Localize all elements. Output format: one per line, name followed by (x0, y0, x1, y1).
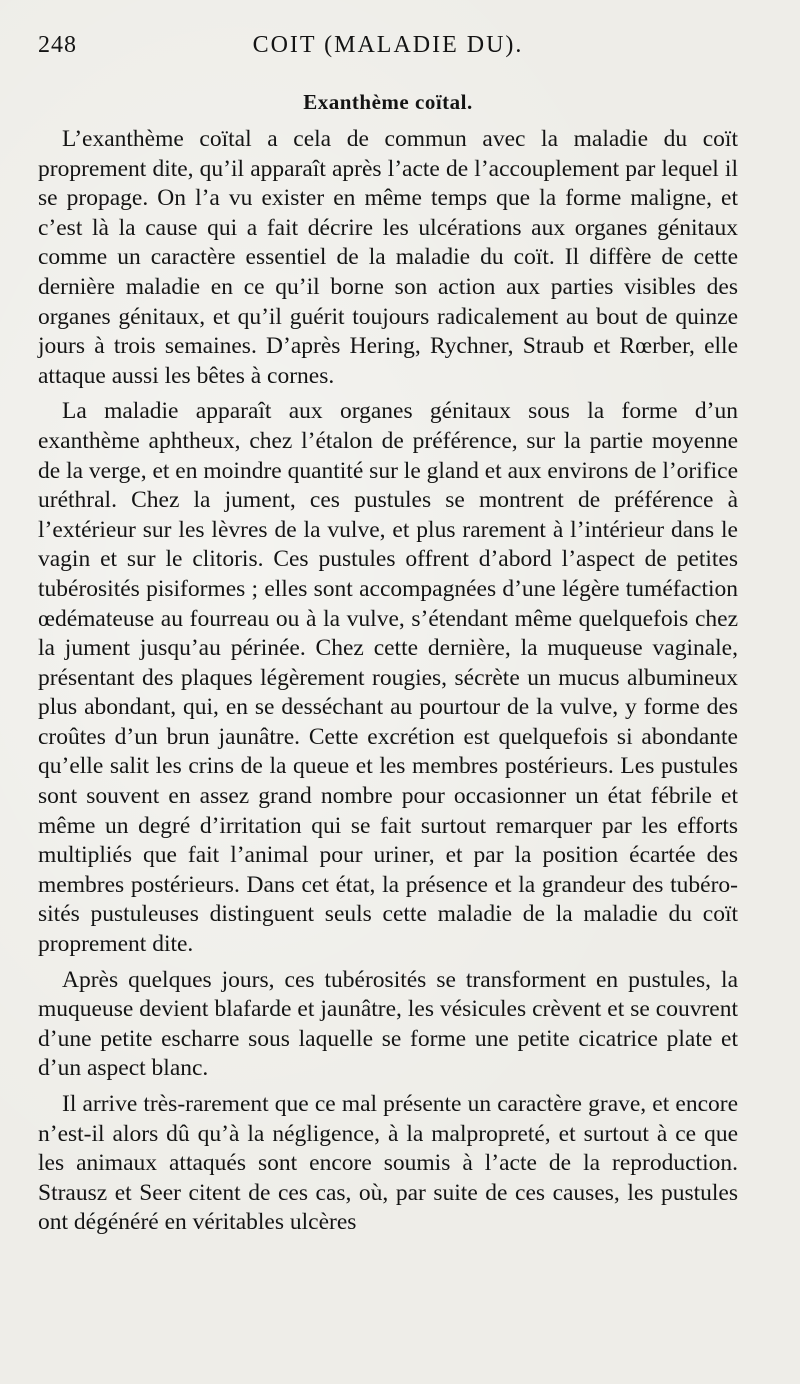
paragraph: L’exanthème coïtal a cela de commun avec la maladie du coït proprement dite, qu’il apparaît après l’acte de l’accouplement par lequel il se propage. On l’a vu exister en même temps que la forme maligne, et c’est là la cause qui a fait décrire les ulcérations aux organes génitaux comme un caractère essentiel de la maladie du coït. Il diffère de cette dernière maladie en ce qu’il borne son action aux parties visibles des organes génitaux, et qu’il guérit toujours radicalement au bout de quinze jours à trois semaines. D’après Hering, Rychner, Straub et Rœrber, elle attaque aussi les bêtes à cornes. (38, 126, 738, 389)
paragraph: Il arrive très-rarement que ce mal présente un caractère grave, et encore n’est-il alors dû qu’à la négligence, à la malpropreté, et surtout à ce que les animaux attaqués sont encore soumis à l’acte de la reproduction. Strausz et Seer citent de ces cas, où, par suite de ces causes, les pustules ont dégénéré en véritables ulcères (38, 1091, 738, 1236)
paragraph: La maladie apparaît aux organes génitaux sous la forme d’un exanthème aphtheux, chez l’étalon de préférence, sur la partie moyenne de la verge, et en moindre quantité sur le gland et aux environs de l’orifice uréthral. Chez la jument, ces pustules se montrent de préférence à l’extérieur sur les lèvres de la vulve, et plus rarement à l’intérieur dans le vagin et sur le clitoris. Ces pustules offrent d’abord l’aspect de petites tubérosités pisiformes ; elles sont accompagnées d’une légère tuméfaction œdémateuse au fourreau ou à la vulve, s’étendant même quelquefois chez la jument jusqu’au périnée. Chez cette dernière, la muqueuse vaginale, présentant des plaques légèrement rougies, sécrète un mucus albumineux plus abondant, qui, en se desséchant au pourtour de la vulve, y forme des croûtes d’un brun jaunâtre. Cette excrétion est quelquefois si abondante qu’elle salit les crins de la queue et les membres postérieurs. Les pustules sont souvent en assez grand nombre pour occasionner un état fébrile et même un degré d’irritation qui se fait surtout remarquer par les efforts multipliés que fait l’animal pour uriner, et par la position écartée des membres postérieurs. Dans cet état, la présence et la grandeur des tubérosités pustuleuses distinguent seuls cette maladie de la maladie du coït proprement dite. (38, 398, 738, 958)
section-title: Exanthème coïtal. (303, 90, 473, 114)
paragraph: Après quelques jours, ces tubérosités se transforment en pustules, la muqueuse devient blafarde et jaunâtre, les vésicules crèvent et se couvrent d’une petite escharre sous laquelle se forme une petite cicatrice plate et d’un aspect blanc. (38, 966, 738, 1082)
body-text (38, 125, 738, 1238)
page-number: 248 (38, 32, 77, 58)
page-header (38, 28, 738, 68)
running-head: COIT (MALADIE DU). (252, 32, 524, 58)
